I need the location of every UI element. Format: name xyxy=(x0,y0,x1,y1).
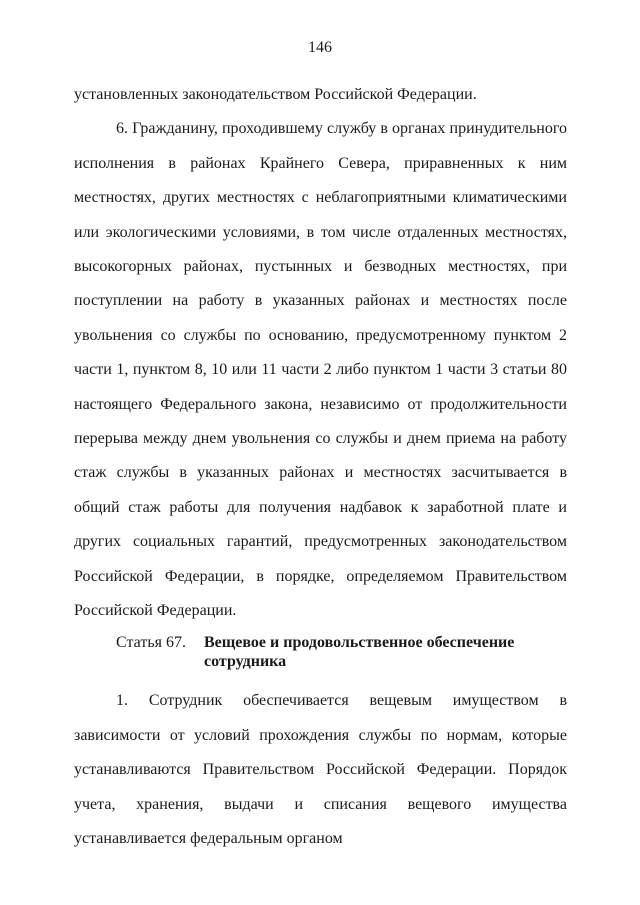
page-number: 146 xyxy=(308,39,332,56)
article-paragraph-1: 1. Сотрудник обеспечивается вещевым имуществом в зависимости от условий прохождения службы по нормам, которые устанавливаются Правительством Российской Федерации. Порядок учета, хранения, выдачи и списания вещевого имущества устанавливается федеральным органом xyxy=(74,692,567,848)
paragraph-6: 6. Гражданину, проходившему службу в органах принудительного исполнения в районах Крайнего Севера, приравненных к ним местностях, других местностях с неблагоприятными климатическими или экологическими условиями, в том числе отдаленных местностях, высокогорных районах, пустынных и безводных местностях, при поступлении на работу в указанных районах и местностях после увольнения со службы по основанию, предусмотренному пунктом 2 части 1, пунктом 8, 10 или 11 части 2 либо пунктом 1 части 3 статьи 80 настоящего Федерального закона, независимо от продолжительности перерыва между днем увольнения со службы и днем приема на работу стаж службы в указанных районах и местностях засчитывается в общий стаж работы для получения надбавок к заработной плате и других социальных гарантий, предусмотренных законодательством Российской Федерации, в порядке, определяемом Правительством Российской Федерации. xyxy=(74,120,567,620)
article-title: Вещевое и продовольственное обеспечение сотрудника xyxy=(204,634,515,670)
article-text-block xyxy=(74,684,567,857)
article-number: Статья 67. xyxy=(116,634,186,651)
main-text-block xyxy=(74,78,567,629)
article-heading xyxy=(116,633,576,671)
continuation-paragraph: установленных законодательством Российской Федерации. xyxy=(74,86,477,103)
